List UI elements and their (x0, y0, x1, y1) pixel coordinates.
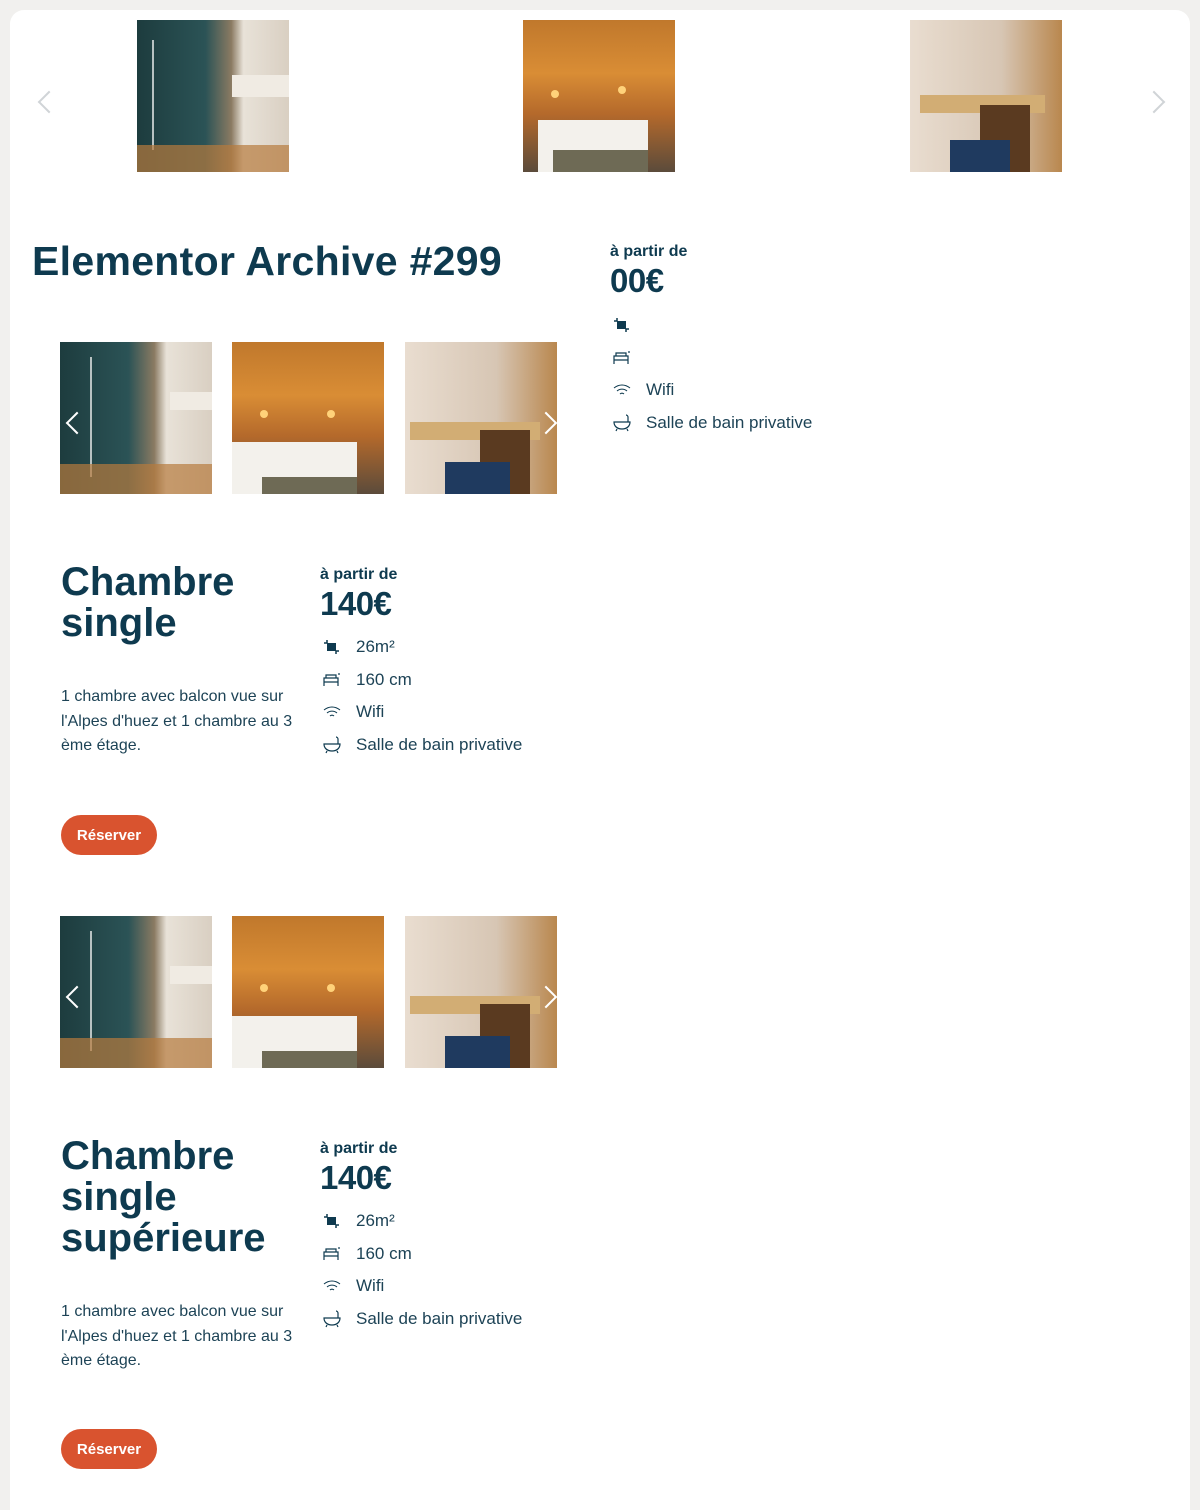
shower-photo[interactable] (137, 20, 289, 172)
amenity-bath: Salle de bain privative (321, 729, 581, 762)
page-title: Elementor Archive #299 (32, 238, 502, 284)
wifi-icon (611, 380, 633, 400)
chevron-left-icon[interactable] (38, 91, 61, 114)
bathtub-icon (321, 735, 343, 755)
amenity-wifi: Wifi (321, 696, 581, 729)
bathtub-icon (321, 1309, 343, 1329)
price: 00€ (610, 262, 664, 299)
price: 140€ (320, 585, 392, 622)
wifi-icon (321, 702, 343, 722)
top-carousel (10, 10, 1190, 190)
amenity-bed: 160 cm (321, 664, 581, 697)
bed-photo[interactable] (232, 342, 384, 494)
price: 140€ (320, 1159, 392, 1196)
room-title: Chambre single (61, 560, 235, 645)
bathtub-icon (611, 413, 633, 433)
from-label: à partir de (320, 1140, 398, 1157)
amenity-bath: Salle de bain privative (611, 407, 871, 440)
bed-photo[interactable] (232, 916, 384, 1068)
wifi-icon (321, 1276, 343, 1296)
area-icon (321, 637, 343, 657)
bed-icon (321, 670, 343, 690)
area-icon (321, 1211, 343, 1231)
amenity-bed (611, 342, 871, 375)
desk-photo[interactable] (405, 916, 557, 1068)
room-gallery (60, 342, 560, 495)
room-gallery (60, 916, 560, 1069)
desk-photo[interactable] (405, 342, 557, 494)
from-label: à partir de (610, 243, 688, 260)
amenity-bath: Salle de bain privative (321, 1303, 581, 1336)
amenities-list (321, 1205, 581, 1335)
amenity-wifi: Wifi (321, 1270, 581, 1303)
page-card (10, 10, 1190, 1510)
amenities-list (321, 631, 581, 761)
chevron-right-icon[interactable] (1143, 91, 1166, 114)
amenity-area (611, 309, 871, 342)
amenity-area: 26m² (321, 1205, 581, 1238)
room-description: 1 chambre avec balcon vue sur l'Alpes d'huez et 1 chambre au 3 ème étage. (61, 688, 293, 754)
reserve-button[interactable]: Réserver (61, 1429, 157, 1469)
bed-icon (321, 1244, 343, 1264)
amenities-list (611, 309, 871, 439)
room-description: 1 chambre avec balcon vue sur l'Alpes d'huez et 1 chambre au 3 ème étage. (61, 1303, 293, 1369)
amenity-wifi: Wifi (611, 374, 871, 407)
area-icon (611, 315, 633, 335)
desk-photo[interactable] (910, 20, 1062, 172)
room-title: Chambre single supérieure (61, 1134, 266, 1260)
from-label: à partir de (320, 566, 398, 583)
bed-photo[interactable] (523, 20, 675, 172)
amenity-bed: 160 cm (321, 1238, 581, 1271)
reserve-button[interactable]: Réserver (61, 815, 157, 855)
bed-icon (611, 348, 633, 368)
amenity-area: 26m² (321, 631, 581, 664)
